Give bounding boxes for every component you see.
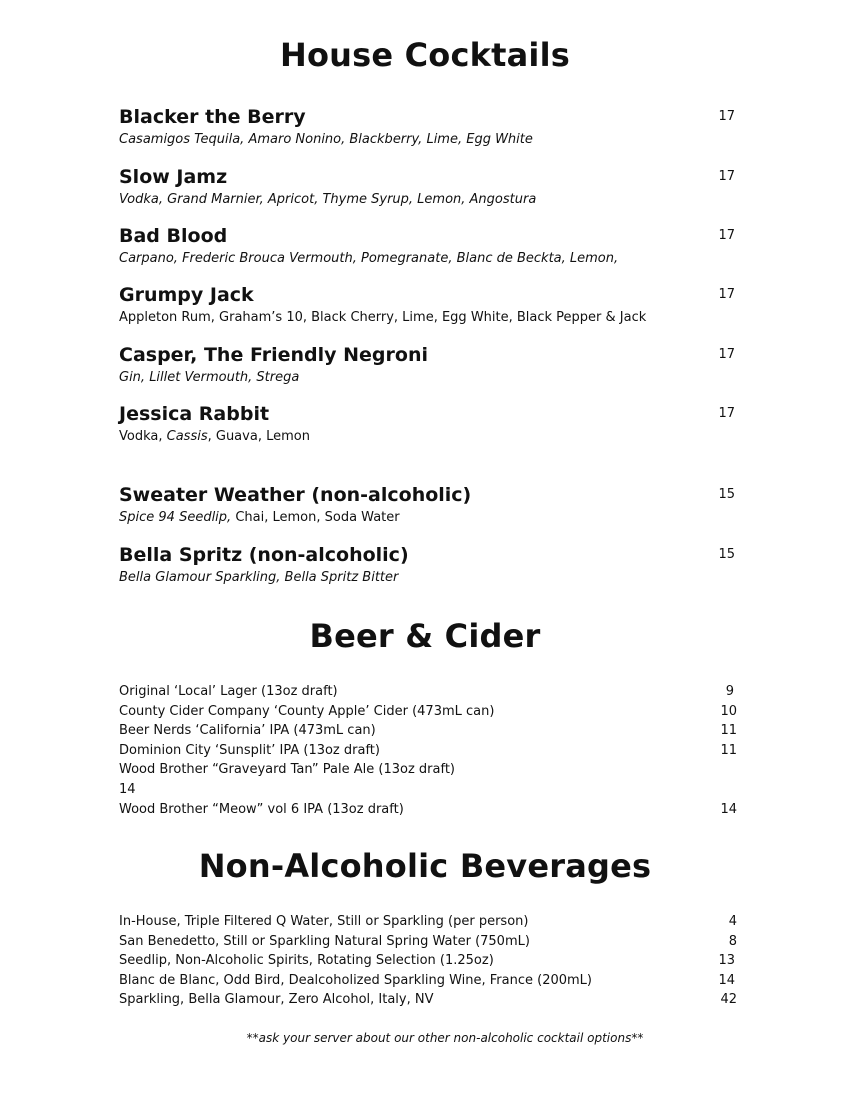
cocktail-name: Blacker the Berry [119, 106, 306, 128]
list-item [119, 682, 737, 702]
item-name: San Benedetto, Still or Sparkling Natural Spring Water (750mL) [119, 933, 530, 949]
cocktail-name: Bad Blood [119, 225, 228, 247]
cocktail-description: Carpano, Frederic Brouca Vermouth, Pomegranate, Blanc de Beckta, Lemon, [119, 251, 619, 266]
list-item [119, 721, 737, 741]
cocktail-description: Vodka, Grand Marnier, Apricot, Thyme Syrup, Lemon, Angostura [119, 192, 537, 207]
beer-cider-heading: Beer & Cider [309, 617, 541, 655]
cocktail-item [119, 105, 739, 149]
item-price: 13 [718, 953, 735, 969]
cocktail-item [119, 483, 739, 527]
cocktail-price: 17 [718, 228, 735, 243]
cocktail-item [119, 165, 739, 209]
cocktail-name: Sweater Weather (non-alcoholic) [119, 484, 472, 506]
list-item-price-wrapped [119, 780, 737, 800]
item-price: 9 [725, 684, 734, 699]
cocktail-price: 17 [718, 347, 735, 362]
item-price: 42 [720, 992, 737, 1008]
cocktail-name: Grumpy Jack [119, 284, 254, 306]
cocktail-description: Bella Glamour Sparkling, Bella Spritz Bitter [119, 570, 399, 585]
item-price: 14 [718, 972, 735, 988]
cocktail-description: Casamigos Tequila, Amaro Nonino, Blackberry, Lime, Egg White [119, 132, 533, 147]
list-item [119, 702, 737, 722]
cocktail-item [119, 343, 739, 387]
cocktail-name: Bella Spritz (non-alcoholic) [119, 544, 409, 566]
list-item [119, 912, 737, 932]
item-price: 10 [720, 703, 737, 719]
list-item [119, 990, 737, 1010]
desc-part-italic: Cassis [166, 429, 208, 444]
item-price: 4 [728, 914, 737, 929]
cocktail-name: Slow Jamz [119, 166, 228, 188]
item-name: Dominion City ‘Sunsplit’ IPA (13oz draft) [119, 742, 380, 758]
list-item [119, 741, 737, 761]
item-price: 11 [720, 742, 737, 758]
list-item [119, 760, 737, 780]
item-name: Beer Nerds ‘California’ IPA (473mL can) [119, 723, 376, 739]
list-item [119, 800, 737, 820]
cocktail-name: Jessica Rabbit [119, 403, 270, 425]
item-name: Blanc de Blanc, Odd Bird, Dealcoholized Sparkling Wine, France (200mL) [119, 972, 592, 988]
item-name: In-House, Triple Filtered Q Water, Still or Sparkling (per person) [119, 914, 529, 929]
cocktail-item [119, 224, 739, 268]
cocktail-price: 17 [718, 169, 735, 184]
house-cocktails-heading: House Cocktails [279, 36, 571, 74]
non-alcoholic-heading: Non-Alcoholic Beverages [198, 847, 652, 885]
item-price: 8 [728, 933, 737, 949]
cocktail-item [119, 402, 739, 446]
item-name: Wood Brother “Graveyard Tan” Pale Ale (13oz draft) [119, 762, 455, 778]
beer-list [119, 682, 737, 819]
desc-part: Chai, Lemon, Soda Water [231, 510, 400, 525]
desc-part: , Guava, Lemon [207, 429, 310, 444]
item-name: Seedlip, Non-Alcoholic Spirits, Rotating Selection (1.25oz) [119, 953, 494, 969]
cocktail-description [119, 428, 739, 446]
non-alcoholic-list [119, 912, 737, 1010]
cocktail-price: 17 [718, 109, 735, 124]
cocktail-name: Casper, The Friendly Negroni [119, 344, 428, 366]
cocktail-price: 17 [718, 406, 735, 421]
list-item [119, 932, 737, 952]
desc-part: Vodka, [119, 429, 167, 444]
item-name: Wood Brother “Meow” vol 6 IPA (13oz draft) [119, 801, 404, 817]
item-name: County Cider Company ‘County Apple’ Cider (473mL can) [119, 703, 495, 719]
item-name: Original ‘Local’ Lager (13oz draft) [119, 684, 338, 699]
cocktail-price: 15 [718, 487, 735, 502]
cocktail-description: Gin, Lillet Vermouth, Strega [119, 370, 300, 385]
desc-part-italic: Spice 94 Seedlip, [119, 510, 232, 525]
cocktail-price: 15 [718, 547, 735, 562]
cocktail-description [119, 509, 739, 527]
list-item [119, 951, 737, 971]
item-price: 14 [720, 801, 737, 817]
cocktail-price: 17 [718, 287, 735, 302]
footnote: **ask your server about our other non-alcoholic cocktail options** [246, 1031, 644, 1045]
list-item [119, 971, 737, 991]
cocktail-item [119, 543, 739, 587]
item-price: 11 [720, 723, 737, 739]
item-name: Sparkling, Bella Glamour, Zero Alcohol, Italy, NV [119, 992, 434, 1008]
item-price: 14 [119, 781, 136, 797]
cocktail-item [119, 283, 739, 327]
cocktail-description: Appleton Rum, Graham’s 10, Black Cherry, Lime, Egg White, Black Pepper & Jack [119, 310, 647, 325]
